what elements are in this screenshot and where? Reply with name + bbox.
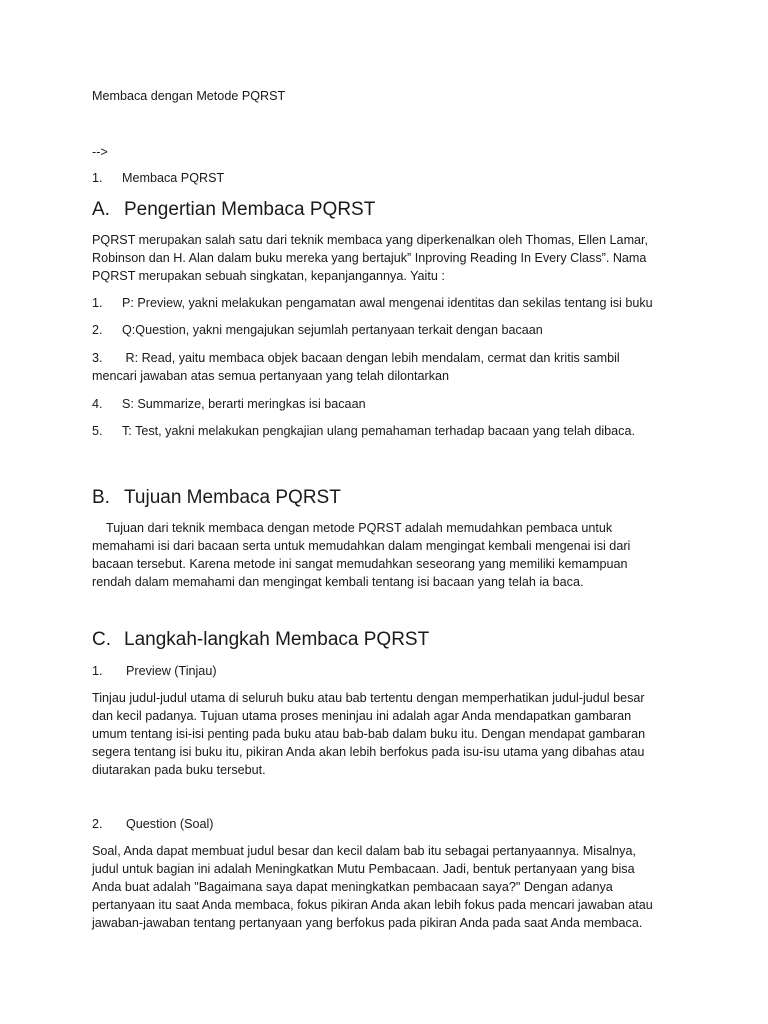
step2-para-line: jawaban-jawaban tentang pertanyaan yang berfokus pada pikiran Anda pada saat Anda membaca. — [92, 916, 643, 930]
list-item-continuation: mencari jawaban atas semua pertanyaan yang telah dilontarkan — [92, 369, 450, 383]
document-title: Membaca dengan Metode PQRST — [92, 89, 286, 103]
section-c-heading: C. Langkah-langkah Membaca PQRST — [92, 629, 430, 650]
step2-para-line: pertanyaan itu saat Anda membaca, fokus pikiran Anda akan lebih fokus pada mencari jawaban atau — [92, 898, 653, 912]
list-text: Membaca PQRST — [122, 171, 225, 185]
step2-para-line: Anda buat adalah "Bagaimana saya dapat meningkatkan pembacaan saya?" Dengan adanya — [92, 880, 613, 894]
step2-para-line: Soal, Anda dapat membuat judul besar dan kecil dalam bab itu sebagai pertanyaannya. Misalnya, — [92, 844, 636, 858]
section-a-para-line: PQRST merupakan sebuah singkatan, kepanjangannya. Yaitu : — [92, 269, 445, 283]
section-b-para-line: Tujuan dari teknik membaca dengan metode PQRST adalah memudahkan pembaca untuk — [106, 521, 613, 535]
section-b-para-line: memahami isi dari bacaan serta untuk memudahkan dalam mengingat kembali mengenai isi dari — [92, 539, 631, 553]
step1-para-line: dan kecil padanya. Tujuan utama proses meninjau ini adalah agar Anda mendapatkan gambaran — [92, 709, 632, 723]
arrow-marker: --> — [92, 145, 108, 159]
list-number: 1. — [92, 171, 103, 185]
section-b-heading: B. Tujuan Membaca PQRST — [92, 487, 341, 508]
step2-para-line: judul untuk bagian ini adalah Meningkatkan Mutu Pembacaan. Jadi, bentuk pertanyaan yang bisa — [92, 862, 635, 876]
list-item: 5. T: Test, yakni melakukan pengkajian ulang pemahaman terhadap bacaan yang telah dibaca. — [92, 424, 635, 438]
step1-para-line: segera tentang isi buku itu, pikiran Anda akan lebih berfokus pada isu-isu utama yang dibahas atau — [92, 745, 645, 759]
step1-para-line: umum tentang isi-isi penting pada buku atau bab-bab dalam buku itu. Dengan mendapat gambaran — [92, 727, 646, 741]
list-item: 3. R: Read, yaitu membaca objek bacaan dengan lebih mendalam, cermat dan kritis sambil — [92, 351, 620, 365]
section-a-para-line: PQRST merupakan salah satu dari teknik membaca yang diperkenalkan oleh Thomas, Ellen Lamar, — [92, 233, 649, 247]
section-b-para-line: bacaan tersebut. Karena metode ini sangat memudahkan seseorang yang memiliki kemampuan — [92, 557, 628, 571]
step1-para-line: diutarakan pada buku tersebut. — [92, 763, 266, 777]
step1-para-line: Tinjau judul-judul utama di seluruh buku atau bab tertentu dengan memperhatikan judul-judul besar — [92, 691, 645, 705]
step-heading: 1. Preview (Tinjau) — [92, 664, 217, 678]
list-item: 4. S: Summarize, berarti meringkas isi bacaan — [92, 397, 366, 411]
list-item: 1. P: Preview, yakni melakukan pengamatan awal mengenai identitas dan sekilas tentang isi buku — [92, 296, 653, 310]
section-b-para-line: rendah dalam memahami dan mengingat kembali tentang isi bacaan yang telah ia baca. — [92, 575, 584, 589]
list-item: 2. Q:Question, yakni mengajukan sejumlah pertanyaan terkait dengan bacaan — [92, 323, 543, 337]
section-a-para-line: Robinson dan H. Alan dalam buku mereka yang bertajuk” Inproving Reading In Every Class”. Nama — [92, 251, 647, 265]
step-heading: 2. Question (Soal) — [92, 817, 214, 831]
section-a-heading: A. Pengertian Membaca PQRST — [92, 199, 376, 220]
top-list-item — [92, 169, 712, 187]
